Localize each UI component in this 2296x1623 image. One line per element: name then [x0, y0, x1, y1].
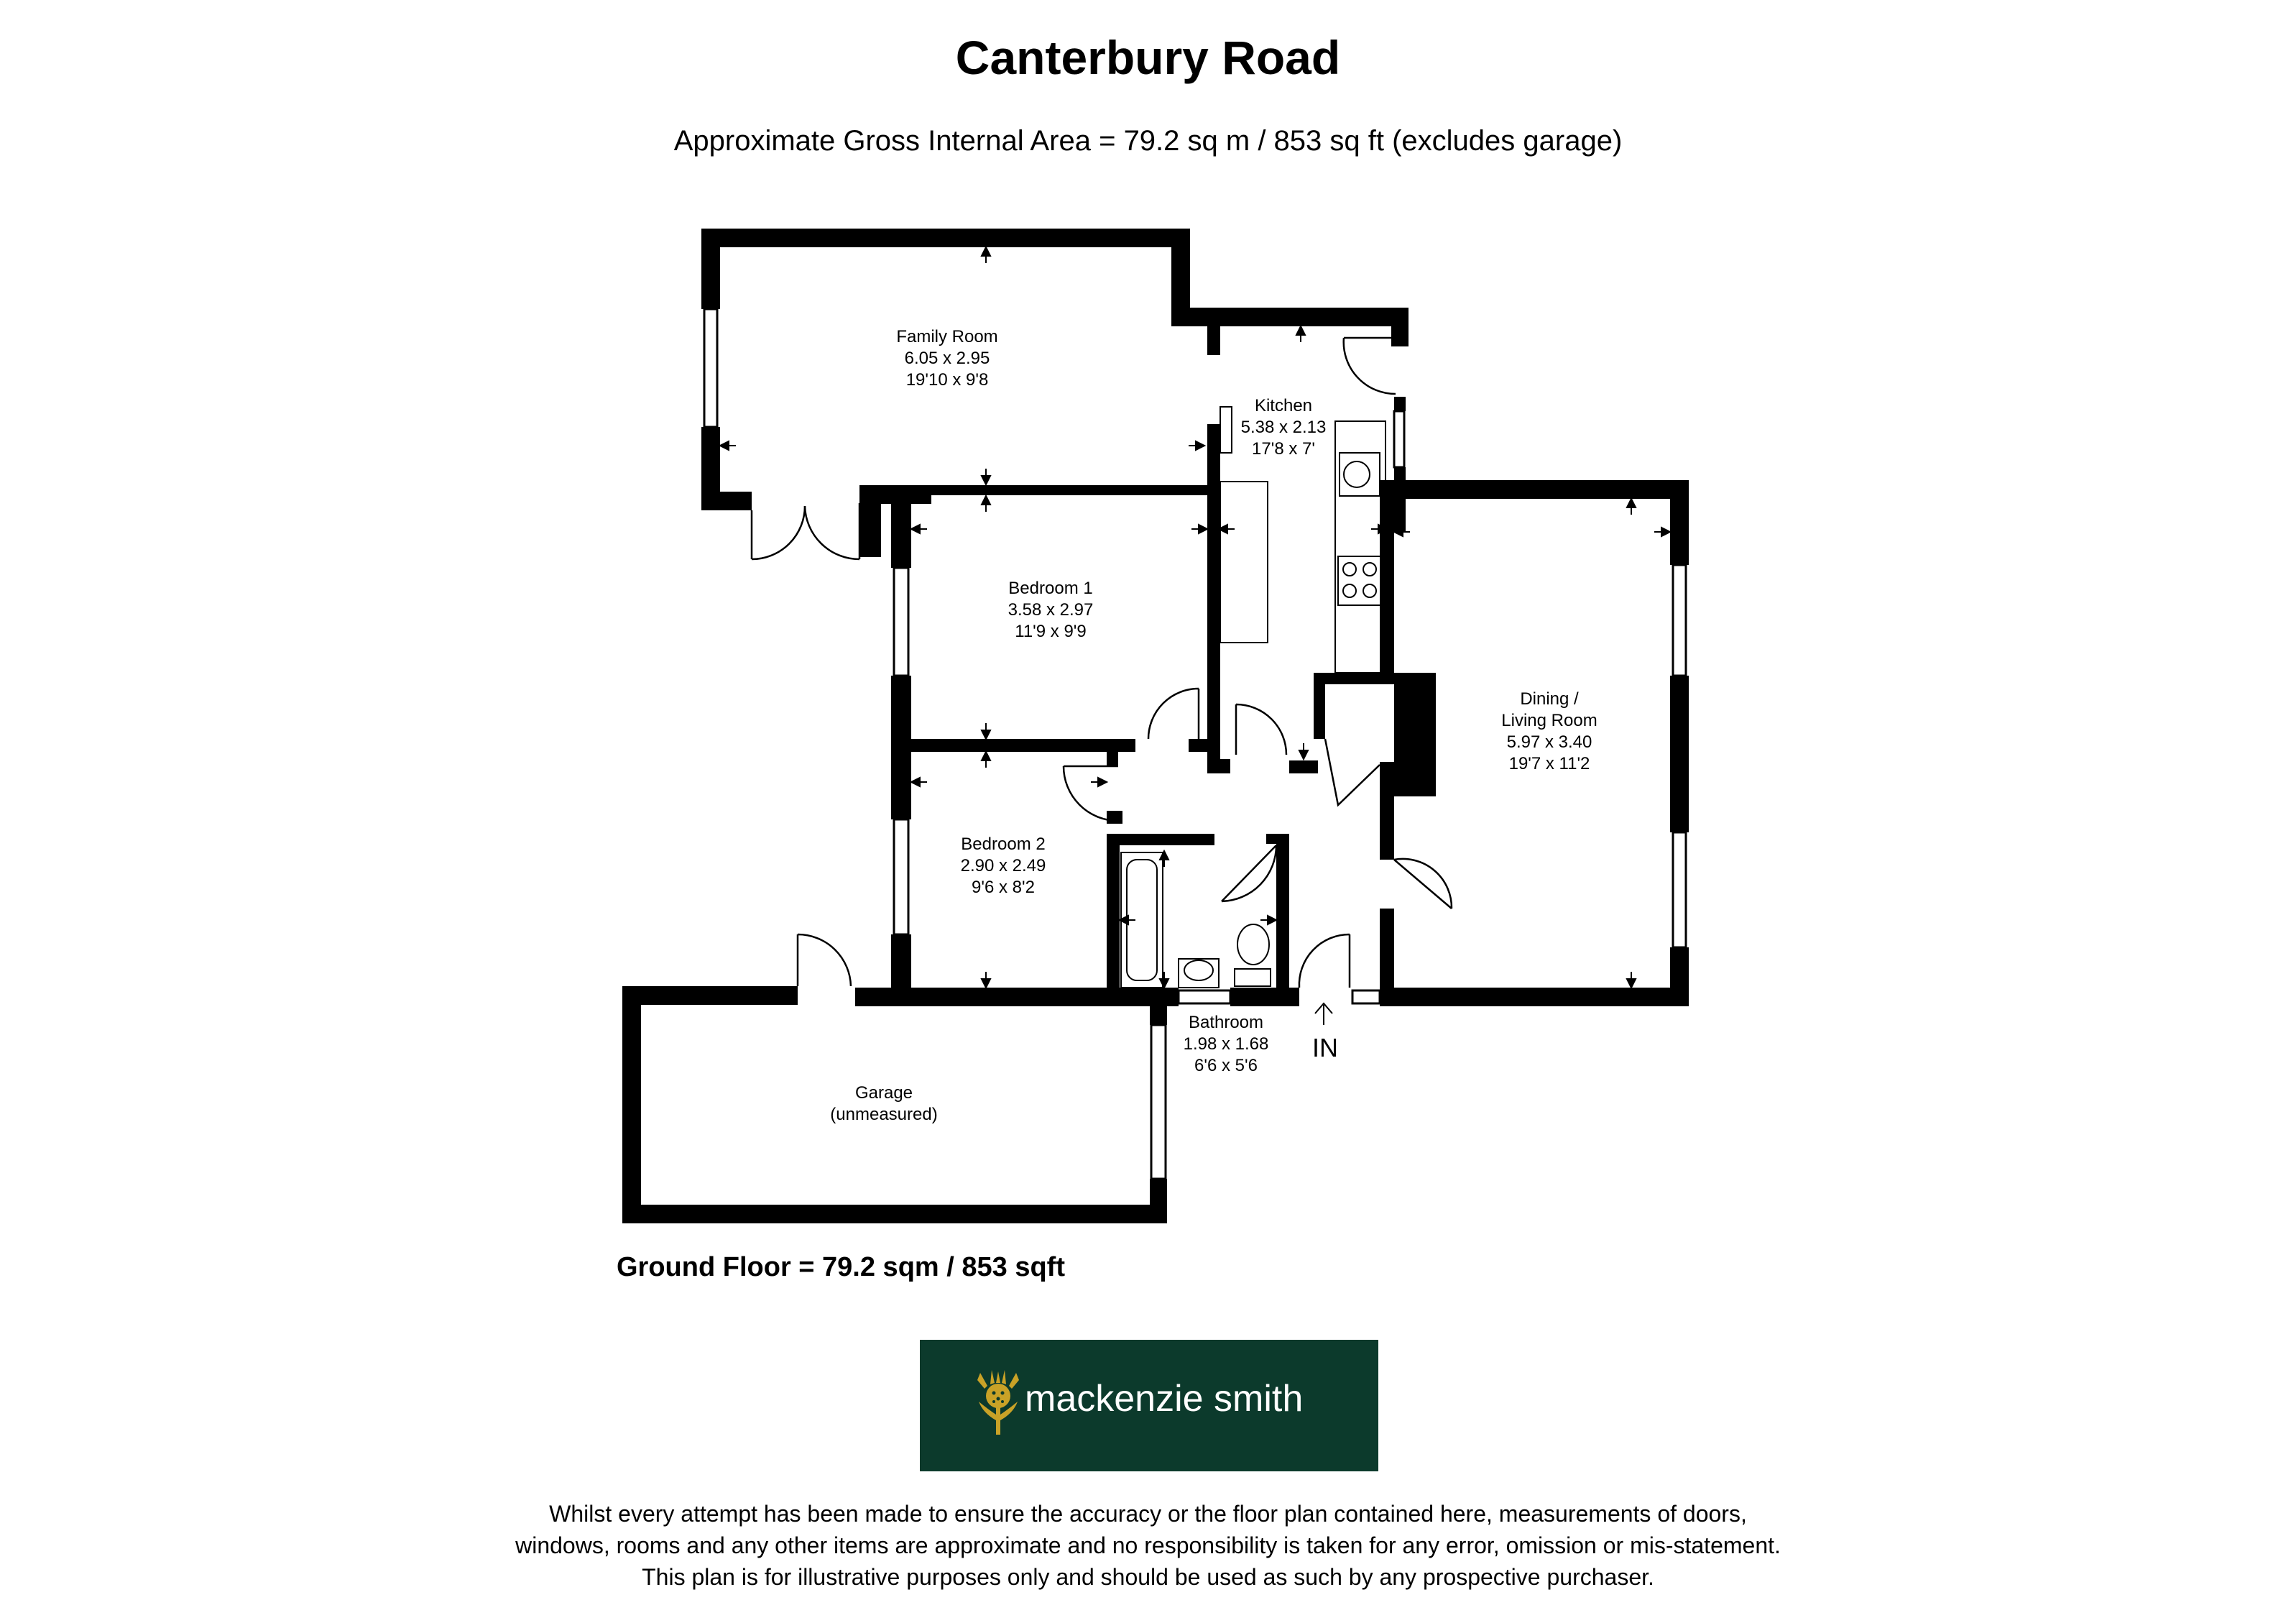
wall-bath-right	[1276, 834, 1289, 996]
wall-bed2-right-top	[1107, 748, 1118, 766]
wall-bath-top	[1107, 834, 1214, 845]
entrance-arrow-icon	[1315, 1003, 1332, 1025]
measure-arrows	[720, 247, 1670, 988]
wall-dining-left-bottom	[1380, 762, 1394, 860]
floor-area-total: Ground Floor = 79.2 sqm / 853 sqft	[617, 1252, 1065, 1282]
garage-name: Garage	[854, 1083, 913, 1103]
bedroom-1-imperial: 11'9 x 9'9	[1015, 622, 1087, 641]
wall-partition-kitchen	[1207, 424, 1220, 773]
kitchen-island	[1220, 482, 1268, 643]
plan-subtitle: Approximate Gross Internal Area = 79.2 sq m / 853 sq ft (excludes garage)	[673, 125, 1623, 157]
window-bed2-left	[894, 819, 908, 934]
window-bed1-left	[894, 568, 908, 676]
wall-kitchen-stub	[1207, 308, 1220, 355]
plan-title: Canterbury Road	[955, 31, 1341, 84]
dining-room-metric: 5.97 x 3.40	[1506, 732, 1592, 752]
wall-dining-bottom	[1380, 988, 1689, 1006]
bedroom-2-name: Bedroom 2	[961, 835, 1046, 854]
disclaimer-line: windows, rooms and any other items are approximate and no responsibility is taken for any error, omission or mis-statement.	[515, 1532, 1781, 1558]
wall-family-bottom-left	[701, 492, 752, 510]
wall-hall-corner	[1107, 811, 1122, 824]
wall-hall-stub	[1289, 760, 1318, 773]
entrance-label: IN	[1312, 1033, 1338, 1062]
wall-bottom-mid	[1230, 988, 1299, 1006]
wall-cupboard-top	[1314, 673, 1394, 684]
wall-kitchen-right-stub	[1394, 397, 1406, 411]
window-family-left	[704, 309, 717, 427]
wall-dining-right-top	[1670, 480, 1689, 565]
sink-icon	[1340, 453, 1380, 496]
toilet-cistern	[1235, 969, 1271, 986]
wall-partition-bottom	[1207, 759, 1230, 773]
bedroom-2-imperial: 9'6 x 8'2	[972, 878, 1035, 897]
window-kitchen-right	[1394, 411, 1404, 467]
kitchen-name: Kitchen	[1254, 396, 1313, 415]
wall-bottom-left	[855, 988, 1157, 1006]
toilet-icon	[1237, 924, 1269, 965]
chimney-breast	[1394, 673, 1436, 796]
wall-garage-right-bottom	[1150, 1179, 1167, 1223]
kitchen-unit-small	[1220, 407, 1232, 453]
window-bath-bottom	[1179, 990, 1230, 1003]
bathroom-name: Bathroom	[1188, 1013, 1264, 1032]
wall-kitchen-right	[1394, 467, 1406, 532]
wall-bed1-left-top	[891, 496, 911, 568]
dining-room-name-2: Living Room	[1501, 711, 1597, 730]
wall-kitchen-top-right	[1391, 308, 1409, 346]
door-patio-right	[805, 503, 859, 559]
window-dining-right-2	[1673, 832, 1686, 947]
door-kitchen-hall	[1236, 704, 1286, 755]
hob-icon	[1338, 556, 1383, 605]
kitchen-imperial: 17'8 x 7'	[1252, 439, 1315, 459]
door-dining	[1394, 859, 1452, 909]
bathroom-imperial: 6'6 x 5'6	[1194, 1056, 1258, 1075]
door-bathroom	[1222, 845, 1276, 901]
window-garage-right	[1151, 1025, 1166, 1179]
bedroom-2-metric: 2.90 x 2.49	[960, 856, 1046, 875]
wall-bed1-bottom	[891, 739, 1135, 752]
window-dining-right-1	[1673, 565, 1686, 676]
door-bedroom-1	[1148, 689, 1199, 739]
doors	[752, 338, 1452, 988]
wall-family-left-top	[701, 229, 720, 309]
disclaimer-line: This plan is for illustrative purposes only and should be used as such by any prospective purchaser.	[642, 1564, 1654, 1590]
brand-name: mackenzie smith	[1025, 1378, 1304, 1420]
dining-room-name-1: Dining /	[1520, 689, 1579, 709]
wall-dining-top	[1394, 480, 1689, 499]
wall-garage-right-top	[1150, 1005, 1167, 1025]
wall-garage-left	[622, 986, 641, 1222]
wall-dining-right-mid	[1670, 676, 1689, 832]
wall-bed1-bottom-right	[1189, 739, 1220, 752]
family-room-name: Family Room	[896, 327, 998, 346]
door-cupboard	[1325, 739, 1380, 805]
kitchen-metric: 5.38 x 2.13	[1240, 418, 1327, 437]
bedroom-1-metric: 3.58 x 2.97	[1008, 600, 1094, 620]
wall-dining-left-low	[1380, 909, 1394, 1006]
wall-cupboard-left	[1314, 673, 1325, 739]
garage-note: (unmeasured)	[830, 1105, 938, 1124]
wall-bottom-bath	[1157, 988, 1179, 1006]
door-patio-left	[752, 506, 805, 559]
family-room-metric: 6.05 x 2.95	[904, 349, 990, 368]
wall-family-bottom	[859, 485, 1219, 495]
kitchen-counter	[1335, 421, 1386, 673]
thistle-icon	[974, 1370, 1022, 1436]
wall-garage-bottom	[622, 1205, 1167, 1223]
door-kitchen-back	[1344, 338, 1396, 394]
wall-bath-right-top	[1266, 834, 1289, 844]
window-entrance	[1352, 990, 1380, 1003]
sink-drain	[1344, 461, 1370, 487]
disclaimer-line: Whilst every attempt has been made to ensure the accuracy or the floor plan contained here, measurements of doors,	[549, 1501, 1747, 1527]
wall-bed2-left-top	[891, 739, 911, 819]
wall-kitchen-top	[1171, 308, 1409, 326]
wall-garage-top-left	[622, 986, 798, 1005]
family-room-imperial: 19'10 x 9'8	[905, 370, 989, 390]
bathroom-metric: 1.98 x 1.68	[1183, 1034, 1269, 1054]
dining-room-imperial: 19'7 x 11'2	[1508, 754, 1590, 773]
wall-family-top	[701, 229, 1190, 247]
door-garage	[798, 934, 851, 986]
wall-bed2-right	[1107, 834, 1120, 1006]
disclaimer	[0, 1498, 2296, 1593]
bedroom-1-name: Bedroom 1	[1008, 579, 1093, 598]
wall-bed1-top	[859, 485, 881, 557]
door-entrance	[1299, 934, 1350, 988]
brand-logo	[920, 1340, 1378, 1471]
